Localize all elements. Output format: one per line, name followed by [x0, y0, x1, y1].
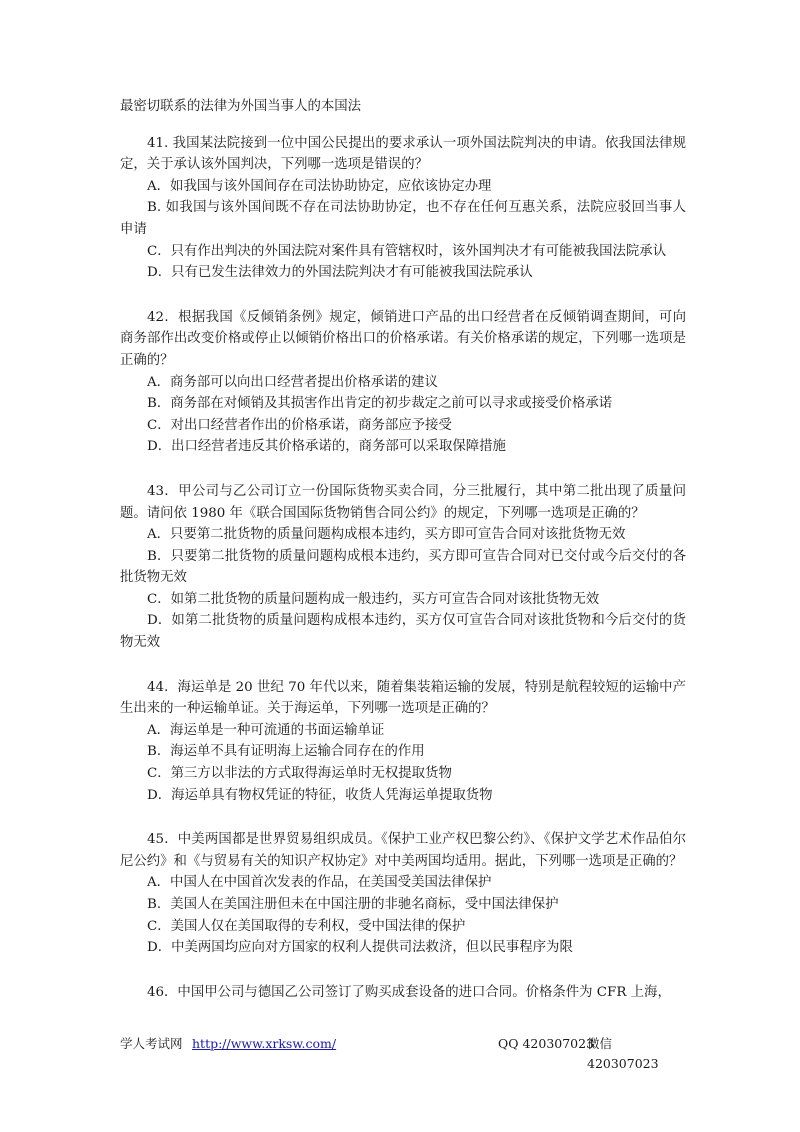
footer-wechat: 微信 420307023 [587, 1036, 659, 1071]
document-body [120, 96, 686, 1003]
option-c: C．美国人仅在美国取得的专利权，受中国法律的保护 [147, 918, 466, 934]
option-d: D．海运单具有物权凭证的特征，收货人凭海运单提取货物 [147, 787, 493, 803]
option-c: C．如第二批货物的质量问题构成一般违约，买方可宣告合同对该批货物无效 [147, 591, 600, 607]
option-a: A．海运单是一种可流通的书面运输单证 [147, 722, 385, 738]
option-b: B. 如我国与该外国间既不存在司法协助协定，也不存在任何互惠关系，法院应驳回当事人申请 [120, 200, 686, 237]
question-stem: 42．根据我国《反倾销条例》规定，倾销进口产品的出口经营者在反倾销调查期间，可向商务部作出改变价格或停止以倾销价格出口的价格承诺。有关价格承诺的规定，下列哪一选项是正确的？ [120, 309, 686, 368]
option-b: B．只要第二批货物的质量问题构成根本违约，买方即可宣告合同对已交付或今后交付的各批货物无效 [120, 548, 686, 586]
option-b: B．海运单不具有证明海上运输合同存在的作用 [147, 744, 425, 760]
question-stem: 41. 我国某法院接到一位中国公民提出的要求承认一项外国法院判决的申请。依我国法律规定，关于承认该外国判决，下列哪一选项是错误的？ [120, 135, 686, 173]
option-c: C．对出口经营者作出的价格承诺，商务部应予接受 [147, 417, 452, 433]
option-d: D．中美两国均应向对方国家的权利人提供司法救济，但以民事程序为限 [147, 940, 573, 956]
option-a: A．只要第二批货物的质量问题构成根本违约，买方即可宣告合同对该批货物无效 [147, 527, 626, 543]
question-stem: 45．中美两国都是世界贸易组织成员。《保护工业产权巴黎公约》、《保护文学艺术作品伯尔尼公约》和《与贸易有关的知识产权协定》对中美两国均适用。据此，下列哪一选项是正确的？ [120, 832, 686, 869]
footer-qq: QQ 420307023 [498, 1036, 595, 1051]
option-b: B．商务部在对倾销及其损害作出肯定的初步裁定之前可以寻求或接受价格承诺 [147, 396, 613, 412]
option-d: D．出口经营者违反其价格承诺的，商务部可以采取保障措施 [147, 439, 506, 455]
question-43 [120, 481, 686, 654]
intro-line: 最密切联系的法律为外国当事人的本国法 [120, 99, 362, 114]
option-c: C．第三方以非法的方式取得海运单时无权提取货物 [147, 766, 452, 782]
option-c: C．只有作出判决的外国法院对案件具有管辖权时，该外国判决才有可能被我国法院承认 [147, 243, 667, 259]
page-footer [120, 1034, 680, 1071]
question-44 [120, 677, 686, 807]
question-stem: 44．海运单是 20 世纪 70 年代以来，随着集装箱运输的发展，特别是航程较短的运输中产生出来的一种运输单证。关于海运单，下列哪一选项是正确的？ [120, 679, 686, 717]
option-a: A．如我国与该外国间存在司法协助协定，应依该协定办理 [147, 178, 492, 194]
question-46-stem: 46．中国甲公司与德国乙公司签订了购买成套设备的进口合同。价格条件为 CFR 上海， [147, 984, 671, 1000]
question-41 [120, 133, 686, 284]
question-45 [120, 829, 686, 959]
option-d: D．如第二批货物的质量问题构成根本违约，买方仅可宣告合同对该批货物和今后交付的货物无效 [120, 613, 686, 651]
question-42 [120, 307, 686, 458]
option-b: B．美国人在美国注册但未在中国注册的非驰名商标，受中国法律保护 [147, 897, 559, 912]
option-a: A．商务部可以向出口经营者提出价格承诺的建议 [147, 374, 438, 390]
option-d: D．只有已发生法律效力的外国法院判决才有可能被我国法院承认 [147, 265, 533, 281]
footer-link[interactable]: http://www.xrksw.com/ [192, 1036, 337, 1051]
option-a: A．中国人在中国首次发表的作品，在美国受美国法律保护 [147, 875, 492, 891]
footer-site-name: 学人考试网 [120, 1036, 183, 1051]
question-stem: 43．甲公司与乙公司订立一份国际货物买卖合同，分三批履行，其中第二批出现了质量问题。请问依 1980 年《联合国国际货物销售合同公约》的规定，下列哪一选项是正确的？ [120, 483, 686, 521]
